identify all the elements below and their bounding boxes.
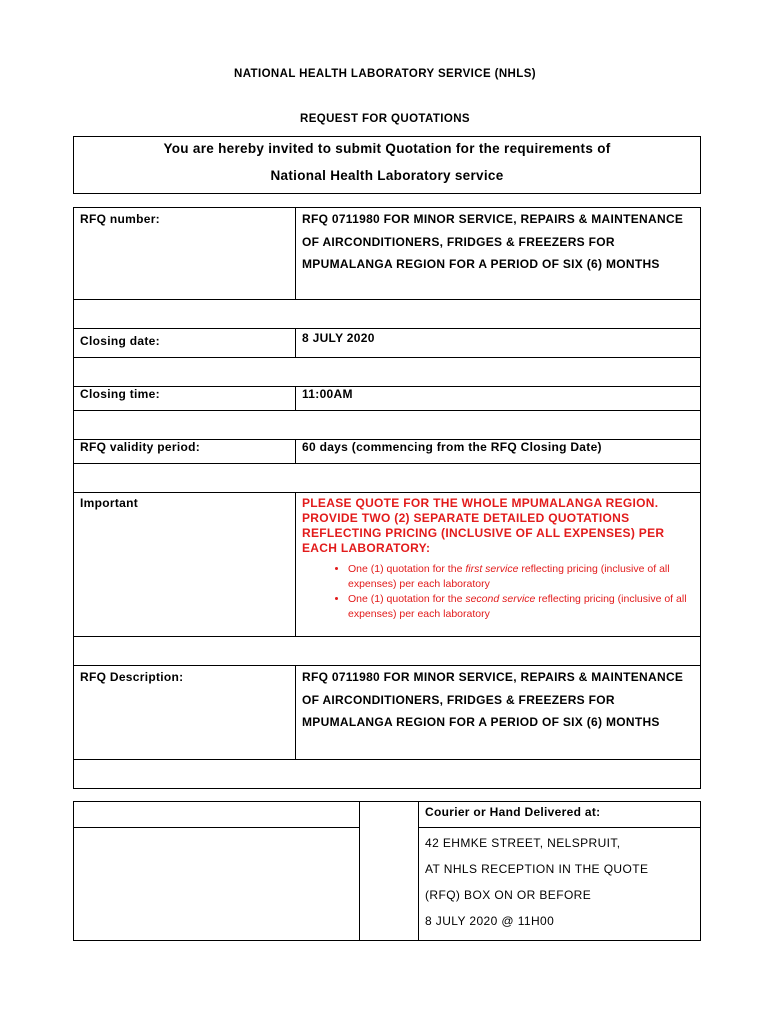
description-label: RFQ Description: — [74, 666, 296, 760]
spacer-row — [74, 760, 701, 789]
important-line-2: PROVIDE TWO (2) SEPARATE DETAILED QUOTATIONS REFLECTING PRICING (INCLUSIVE OF ALL EXPENSES) PER EACH LABORATORY: — [302, 511, 665, 555]
invitation-line-1: You are hereby invited to submit Quotation for the requirements of — [163, 141, 611, 156]
important-label: Important — [74, 493, 296, 637]
bullet-item: • One (1) quotation for the first service reflecting pricing (inclusive of all expenses) per each laboratory — [348, 562, 694, 592]
validity-label: RFQ validity period: — [74, 440, 296, 464]
validity-value: 60 days (commencing from the RFQ Closing Date) — [296, 440, 701, 464]
page-title: NATIONAL HEALTH LABORATORY SERVICE (NHLS) — [234, 68, 536, 80]
empty-cell — [360, 802, 419, 941]
invitation-box — [73, 136, 701, 194]
spacer-row — [74, 358, 701, 387]
important-row — [74, 493, 701, 637]
empty-cell — [74, 802, 360, 828]
bullet-item: • One (1) quotation for the second service reflecting pricing (inclusive of all expenses) per each laboratory — [348, 592, 694, 622]
validity-row — [74, 440, 701, 464]
invitation-line-2: National Health Laboratory service — [270, 168, 504, 183]
spacer-row — [74, 637, 701, 666]
important-value — [296, 493, 701, 637]
description-value: RFQ 0711980 FOR MINOR SERVICE, REPAIRS & MAINTENANCE OF AIRCONDITIONERS, FRIDGES & FREEZERS FOR MPUMALANGA REGION FOR A PERIOD OF SIX (6) MONTHS — [296, 666, 701, 760]
rfq-details-table — [73, 207, 701, 789]
courier-line-3: (RFQ) BOX ON OR BEFORE — [425, 888, 592, 902]
courier-table — [73, 801, 701, 941]
courier-line-1: 42 EHMKE STREET, NELSPRUIT, — [425, 836, 621, 850]
rfq-number-value: RFQ 0711980 FOR MINOR SERVICE, REPAIRS & MAINTENANCE OF AIRCONDITIONERS, FRIDGES & FREEZERS FOR MPUMALANGA REGION FOR A PERIOD OF SIX (6) MONTHS — [296, 208, 701, 300]
courier-line-2: AT NHLS RECEPTION IN THE QUOTE — [425, 862, 649, 876]
empty-cell — [74, 828, 360, 941]
spacer-row — [74, 300, 701, 329]
courier-head-row — [74, 802, 701, 828]
closing-time-label: Closing time: — [74, 387, 296, 411]
spacer-row — [74, 464, 701, 493]
page-subtitle: REQUEST FOR QUOTATIONS — [299, 113, 470, 125]
important-bullets — [302, 562, 694, 622]
courier-heading: Courier or Hand Delivered at: — [419, 802, 701, 828]
closing-date-label: Closing date: — [74, 329, 296, 358]
rfq-number-label: RFQ number: — [74, 208, 296, 300]
courier-line-4: 8 JULY 2020 @ 11H00 — [425, 914, 555, 928]
description-row — [74, 666, 701, 760]
closing-time-value: 11:00AM — [296, 387, 701, 411]
closing-date-row — [74, 329, 701, 358]
courier-address — [419, 828, 701, 941]
rfq-number-row — [74, 208, 701, 300]
closing-time-row — [74, 387, 701, 411]
closing-date-value: 8 JULY 2020 — [296, 329, 701, 358]
spacer-row — [74, 411, 701, 440]
important-line-1: PLEASE QUOTE FOR THE WHOLE MPUMALANGA REGION. — [302, 496, 659, 510]
